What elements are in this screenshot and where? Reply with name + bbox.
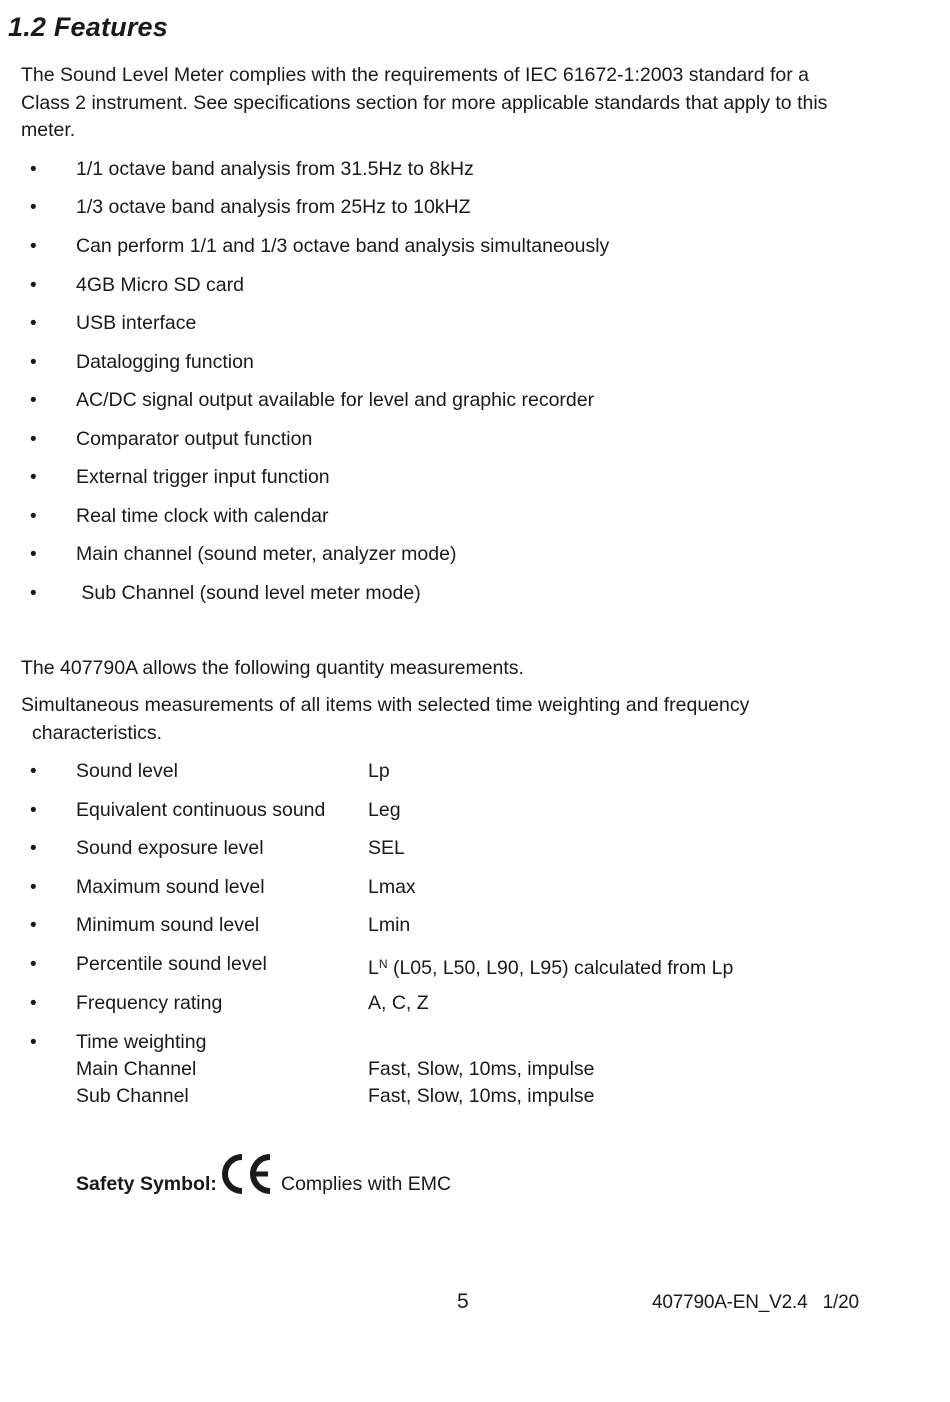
intro-line-3: meter. [21,119,76,141]
feature-text: AC/DC signal output available for level and graphic recorder [76,389,595,411]
list-item [0,194,950,222]
bullet-icon: • [30,429,37,450]
table-row [0,874,950,902]
list-item [0,426,950,454]
document-id: 407790A-EN_V2.4 1/20 [652,1292,859,1313]
feature-text: External trigger input function [76,466,330,488]
measurement-name: Equivalent continuous sound [76,799,326,821]
measurement-name: Sound level [76,760,178,782]
table-row [0,1083,950,1111]
time-weighting-values: Fast, Slow, 10ms, impulse [368,1058,595,1080]
measurements-intro: The 407790A allows the following quantity measurements. [21,657,524,679]
bullet-icon: • [30,467,37,488]
percentile-symbol-base: L [368,957,379,979]
measurement-symbol: Leg [368,799,401,821]
bullet-icon: • [30,954,37,975]
list-item [0,580,950,608]
intro-paragraph [21,62,901,145]
bullet-icon: • [30,1032,37,1053]
bullet-icon: • [30,761,37,782]
bullet-icon: • [30,159,37,180]
safety-label: Safety Symbol: [76,1173,217,1195]
page-number: 5 [457,1290,469,1313]
feature-text: 4GB Micro SD card [76,274,244,296]
intro-line-1: The Sound Level Meter complies with the requirements of IEC 61672-1:2003 standard for a [21,64,810,86]
bullet-icon: • [30,197,37,218]
bullet-icon: • [30,390,37,411]
bullet-icon: • [30,352,37,373]
measurement-name: Frequency rating [76,992,223,1014]
percentile-symbol-detail: (L05, L50, L90, L95) calculated from Lp [387,957,734,979]
measurement-symbol: A, C, Z [368,992,429,1014]
measurement-symbol: Lmin [368,914,411,936]
table-row [0,990,950,1018]
measurement-symbol: SEL [368,837,405,859]
bullet-icon: • [30,236,37,257]
time-weighting-values: Fast, Slow, 10ms, impulse [368,1085,595,1107]
table-row [0,797,950,825]
bullet-icon: • [30,544,37,565]
bullet-icon: • [30,275,37,296]
feature-text: Comparator output function [76,428,313,450]
table-row [0,1029,950,1057]
list-item [0,503,950,531]
feature-text: Sub Channel (sound level meter mode) [76,582,421,604]
feature-text: Can perform 1/1 and 1/3 octave band analysis simultaneously [76,235,610,257]
intro-line-2: Class 2 instrument. See specifications section for more applicable standards that apply to this [21,91,828,114]
section-heading: 1.2 Features [8,12,168,42]
list-item [0,464,950,492]
feature-text: USB interface [76,312,197,334]
measurement-symbol [368,951,733,983]
list-item [0,156,950,184]
list-item [0,349,950,377]
time-weighting-channel: Main Channel [76,1058,197,1080]
bullet-icon: • [30,915,37,936]
list-item [0,387,950,415]
table-row [0,912,950,940]
measurement-symbol: Lp [368,760,390,782]
simultaneous-line-2: characteristics. [32,721,163,744]
percentile-symbol-superscript: N [378,957,388,971]
list-item [0,310,950,338]
bullet-icon: • [30,877,37,898]
list-item [0,541,950,569]
measurement-symbol: Lmax [368,876,416,898]
time-weighting-channel: Sub Channel [76,1085,189,1107]
simultaneous-paragraph [21,692,901,747]
bullet-icon: • [30,583,37,604]
bullet-icon: • [30,838,37,859]
measurement-name: Sound exposure level [76,837,264,859]
measurement-name: Minimum sound level [76,914,260,936]
ce-mark-icon [220,1151,274,1197]
simultaneous-line-1: Simultaneous measurements of all items with selected time weighting and frequency [21,694,750,716]
table-row [0,1056,950,1084]
table-row [0,758,950,786]
measurement-name: Percentile sound level [76,953,267,975]
bullet-icon: • [30,313,37,334]
bullet-icon: • [30,993,37,1014]
table-row [0,835,950,863]
measurement-name: Time weighting [76,1031,207,1053]
bullet-icon: • [30,506,37,527]
feature-text: Datalogging function [76,351,254,373]
measurement-name: Maximum sound level [76,876,265,898]
list-item [0,233,950,261]
bullet-icon: • [30,800,37,821]
feature-text: 1/1 octave band analysis from 31.5Hz to 8kHz [76,158,474,180]
table-row [0,951,950,979]
feature-text: 1/3 octave band analysis from 25Hz to 10kHZ [76,196,471,218]
list-item [0,272,950,300]
feature-text: Main channel (sound meter, analyzer mode) [76,543,457,565]
feature-text: Real time clock with calendar [76,505,329,527]
safety-text: Complies with EMC [281,1173,452,1195]
